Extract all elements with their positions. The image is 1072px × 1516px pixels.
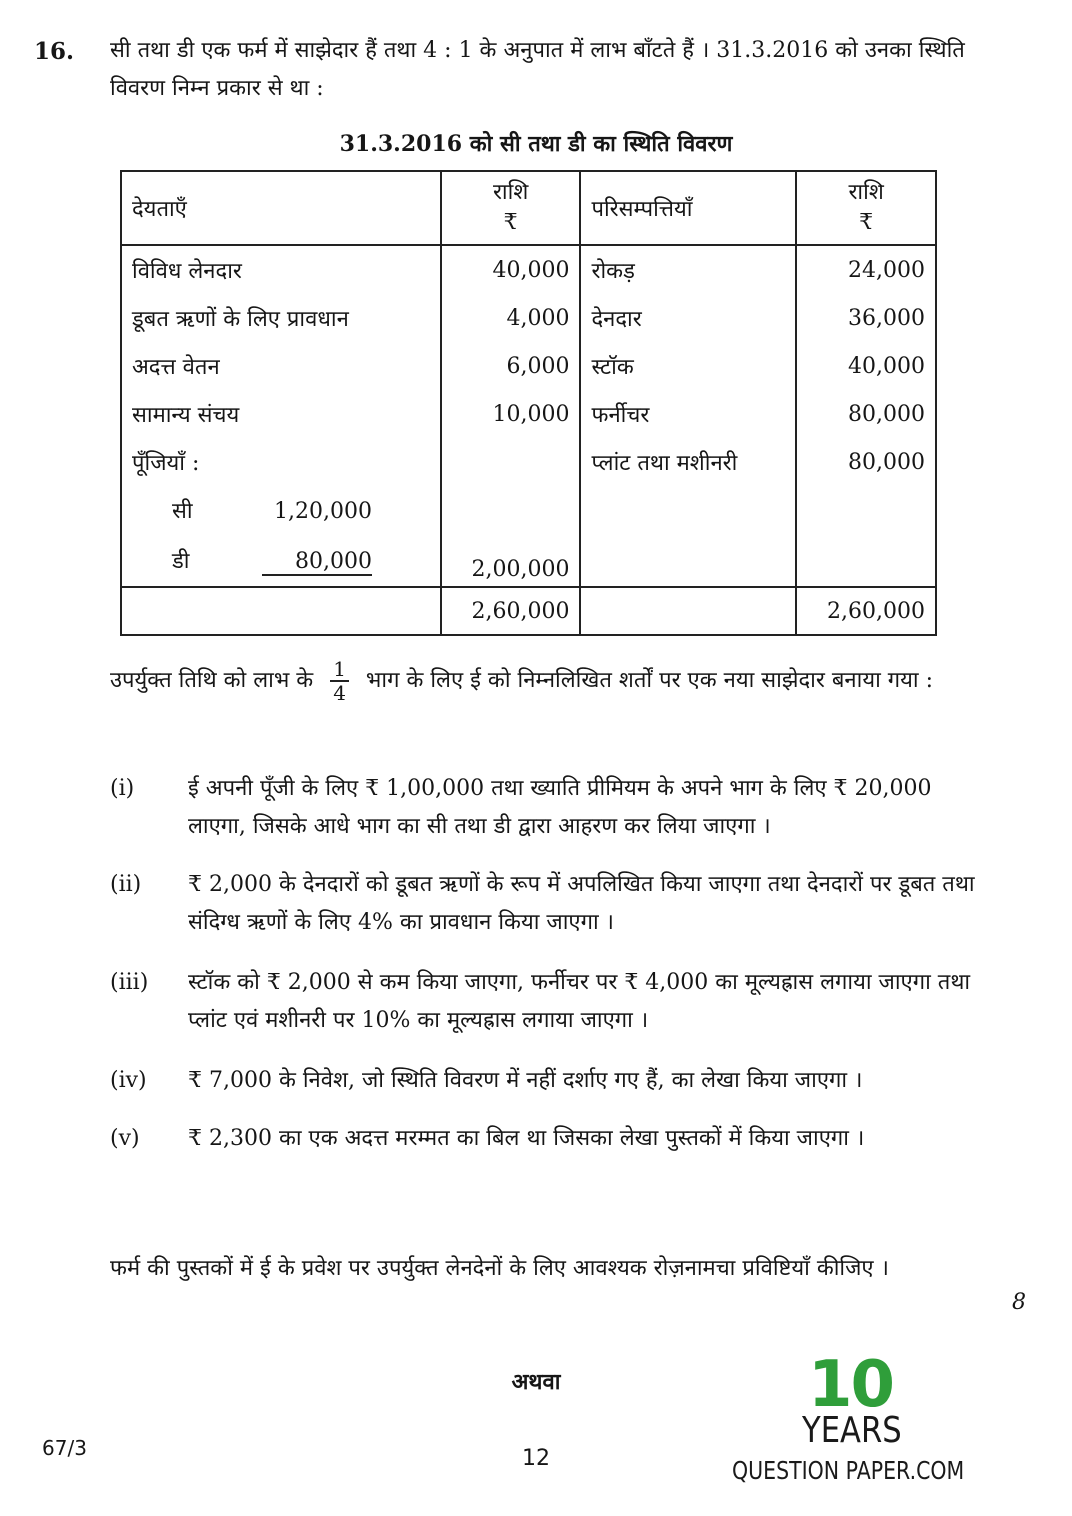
currency-symbol: ₹: [859, 210, 874, 235]
total-row: [121, 587, 936, 635]
amount-label: राशि: [848, 180, 884, 205]
page-number: 12: [522, 1446, 550, 1471]
asset-name: फर्नीचर: [580, 390, 796, 438]
condition-item: [110, 866, 990, 942]
partner-capital: 80,000: [262, 549, 372, 576]
asset-name: प्लांट तथा मशीनरी: [580, 438, 796, 486]
liability-name: डूबत ऋणों के लिए प्रावधान: [121, 294, 441, 342]
question-intro: सी तथा डी एक फर्म में साझेदार हैं तथा 4 : 1 के अनुपात में लाभ बाँटते हैं । 31.3.2016 को उनका स्थिति विवरण निम्न प्रकार से था :: [110, 38, 965, 101]
condition-item: [110, 770, 990, 846]
liability-amount: 10,000: [441, 390, 581, 438]
condition-label: (iii): [110, 970, 149, 995]
paper-code: 67/3: [42, 1436, 87, 1460]
partner-name: डी: [172, 548, 190, 574]
balance-sheet-table: [120, 170, 937, 636]
admission-paragraph: [110, 658, 970, 704]
liability-name: पूँजियाँ :: [121, 438, 441, 486]
asset-amount: 24,000: [796, 245, 936, 294]
asset-name: स्टॉक: [580, 342, 796, 390]
asset-name: देनदार: [580, 294, 796, 342]
asset-amount: 36,000: [796, 294, 936, 342]
condition-text: ₹ 2,000 के देनदारों को डूबत ऋणों के रूप में अपलिखित किया जाएगा तथा देनदारों पर डूबत तथा संदिग्ध ऋणों के लिए 4% का प्रावधान किया जाएगा ।: [188, 872, 975, 935]
liability-amount: 4,000: [441, 294, 581, 342]
question-number: 16.: [34, 38, 75, 65]
condition-text: ई अपनी पूँजी के लिए ₹ 1,00,000 तथा ख्याति प्रीमियम के अपने भाग के लिए ₹ 20,000 लाएगा, जिसके आधे भाग का सी तथा डी द्वारा आहरण कर लिया जाएगा ।: [188, 776, 932, 839]
amount-label: राशि: [492, 180, 529, 205]
liability-amount: [441, 438, 581, 486]
capital-total: 2,00,000: [441, 534, 581, 587]
table-row: [121, 390, 936, 438]
partner-capital: 1,20,000: [274, 499, 372, 524]
fraction-denominator: 4: [333, 681, 346, 705]
condition-label: (ii): [110, 872, 142, 897]
condition-item: [110, 964, 990, 1040]
asset-amount: 80,000: [796, 390, 936, 438]
partner-name: सी: [172, 499, 193, 524]
condition-item: [110, 1062, 990, 1100]
marks: 8: [1012, 1290, 1026, 1315]
liability-name: सामान्य संचय: [121, 390, 441, 438]
liability-name: विविध लेनदार: [121, 245, 441, 294]
table-row: [121, 294, 936, 342]
currency-symbol: ₹: [503, 210, 518, 235]
condition-item: [110, 1120, 990, 1158]
condition-text: ₹ 2,300 का एक अदत्त मरम्मत का बिल था जिसका लेखा पुस्तकों में किया जाएगा ।: [188, 1126, 865, 1151]
liabilities-header: देयताएँ: [121, 171, 441, 245]
condition-label: (i): [110, 776, 135, 801]
instruction-text: फर्म की पुस्तकों में ई के प्रवेश पर उपर्युक्त लेनदेनों के लिए आवश्यक रोज़नामचा प्रविष्टियाँ कीजिए ।: [110, 1256, 889, 1281]
liability-name: अदत्त वेतन: [121, 342, 441, 390]
total-assets: 2,60,000: [796, 587, 936, 635]
condition-label: (v): [110, 1126, 140, 1151]
liability-amount-header: [441, 171, 581, 245]
logo-site: QUESTION PAPER.COM: [732, 1456, 965, 1485]
watermark-logo: [730, 1348, 980, 1486]
condition-label: (iv): [110, 1068, 147, 1093]
balance-sheet-title: 31.3.2016 को सी तथा डी का स्थिति विवरण: [339, 131, 733, 157]
liability-amount: 40,000: [441, 245, 581, 294]
liability-amount: 6,000: [441, 342, 581, 390]
assets-header: परिसम्पत्तियाँ: [580, 171, 796, 245]
asset-amount: 80,000: [796, 438, 936, 486]
admission-text-before: उपर्युक्त तिथि को लाभ के: [110, 668, 314, 693]
admission-text-after: भाग के लिए ई को निम्नलिखित शर्तों पर एक नया साझेदार बनाया गया :: [365, 668, 934, 693]
logo-years: YEARS: [802, 1410, 902, 1451]
condition-text: ₹ 7,000 के निवेश, जो स्थिति विवरण में नहीं दर्शाए गए हैं, का लेखा किया जाएगा ।: [188, 1068, 863, 1093]
asset-amount-header: [796, 171, 936, 245]
logo-number: 10: [808, 1348, 894, 1422]
profit-share-fraction: [330, 658, 349, 704]
total-liabilities: 2,60,000: [441, 587, 581, 635]
condition-text: स्टॉक को ₹ 2,000 से कम किया जाएगा, फर्नीचर पर ₹ 4,000 का मूल्यह्रास लगाया जाएगा तथा प्लांट एवं मशीनरी पर 10% का मूल्यह्रास लगाया जाएगा ।: [188, 970, 971, 1033]
table-row: [121, 245, 936, 294]
fraction-numerator: 1: [330, 658, 349, 682]
asset-amount: 40,000: [796, 342, 936, 390]
table-row: [121, 342, 936, 390]
or-separator: अथवा: [511, 1369, 561, 1395]
table-row: [121, 438, 936, 486]
capital-row: [121, 534, 936, 587]
capital-row: [121, 486, 936, 534]
asset-name: रोकड़: [580, 245, 796, 294]
